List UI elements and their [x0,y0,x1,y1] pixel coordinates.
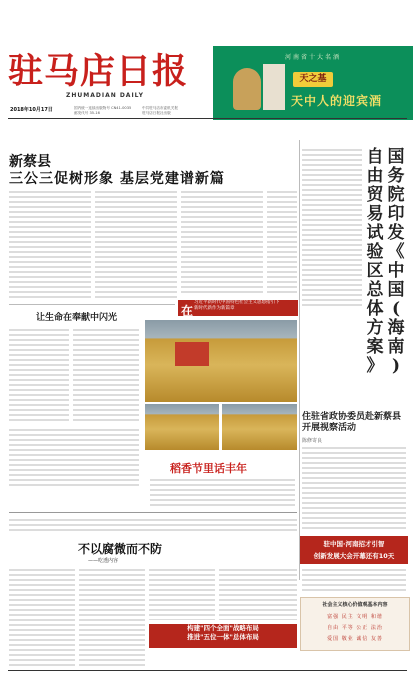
masthead-title: 驻马店日报 [8,51,189,92]
feature-title: 让生命在奉献中闪光 [36,313,118,323]
four-comprehensives-banner [149,624,297,648]
feature-text-col-2 [73,328,139,423]
core-values-box [300,597,410,651]
banner-line-2: 推进"五位一体"总体布局 [187,633,259,641]
right-headline-col-2: 自 由 贸 易 试 验 区 总 体 方 案 》 [366,147,384,376]
info-line-2: 邮发代号 35-16 [74,111,100,115]
section-divider [9,304,175,305]
xi-banner-line-1: 习近平新时代中国特色社会主义思想指引下 [194,300,280,305]
harvest-photo-right [222,404,297,450]
lead-article-col-3 [181,190,263,296]
info-line-1: 国内统一连续出版物号 CN41-0035 [74,106,132,110]
lead-headline-2: 三公三促树形象 基层党建谱新篇 [9,171,225,187]
feature-text-col-1 [9,328,69,423]
lower-divider [9,512,297,513]
xi-banner-line-2: 新时代新作为新篇章 [194,306,235,311]
feature-text-lower [9,428,139,488]
cppcc-title: 住驻省政协委员赴新蔡县开展视察活动 [302,412,402,433]
lead-article-col-4 [267,190,297,296]
commentary-col-4 [219,568,297,620]
xi-banner-mark: 在 [181,304,194,318]
issue-date: 2018年10月17日 [10,107,53,113]
cppcc-byline: 陈修寄良 [302,438,323,444]
sidebar-brief-text [302,568,406,592]
liquor-advertisement [213,46,413,120]
photo-caption: 稻香节里话丰年 [170,462,247,475]
core-values-row-1: 富强 民主 文明 和谐 [327,614,383,620]
right-headline-col-1: 国 务 院 印 发 《 中 国 ( 海 南 ) [387,147,405,376]
harvest-photo-left [145,404,219,450]
ad-slogan: 天中人的迎宾酒 [291,94,383,108]
commentary-col-1 [9,568,75,668]
lead-article-col-1 [9,190,91,300]
commentary-col-3 [149,568,215,620]
commentary-subtitle: ——吃透内容 [88,558,119,564]
ad-top-text: 河南省十大名酒 [284,54,341,61]
talent-banner-line-1: 驻中国·河南招才引智 [323,540,385,548]
ad-box-image [263,64,285,110]
right-article-text [302,148,362,308]
footer-rule [8,670,407,671]
core-values-row-2: 自由 平等 公正 法治 [327,625,383,631]
editor-note [9,518,297,532]
lead-article-col-2 [95,190,177,300]
harvest-photo-main [145,320,297,402]
core-values-row-3: 爱国 敬业 诚信 友善 [327,636,383,642]
column-divider [299,140,300,580]
talent-banner-line-2: 创新发展大会开幕还有10天 [313,552,395,560]
photo-caption-text [150,478,295,508]
commentary-col-2 [79,568,145,668]
info-line-3: 中共驻马店市委机关报 [142,106,178,110]
banner-line-1: 构建"四个全面"战略布局 [187,624,259,632]
ad-bottle-image [233,68,261,110]
info-line-4: 驻马店日报社出版 [142,111,171,115]
core-values-title: 社会主义核心价值观基本内容 [322,602,388,608]
masthead-english: ZHUMADIAN DAILY [66,92,144,99]
xi-thought-banner [178,300,298,316]
ad-logo: 天之基 [293,72,333,87]
masthead-rule [8,118,407,119]
talent-conference-banner [300,536,408,564]
combine-harvester-image [175,342,209,366]
lead-headline-1: 新蔡县 [9,154,51,170]
commentary-title: 不以腐微而不防 [78,542,163,556]
cppcc-article-text [302,446,406,530]
